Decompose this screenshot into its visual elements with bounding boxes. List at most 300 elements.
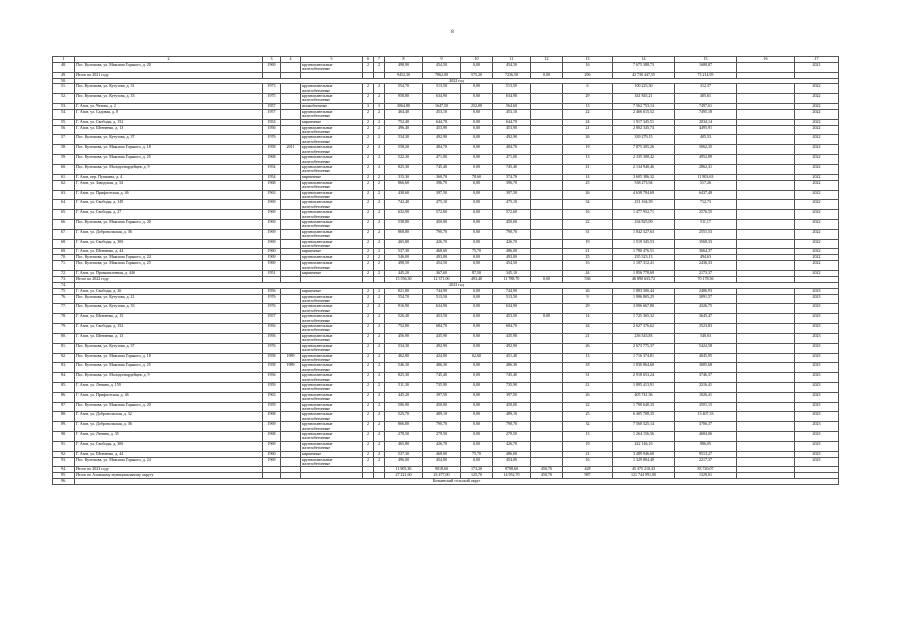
table-cell: 445,20 <box>385 392 423 402</box>
table-cell: 632,90 <box>385 210 423 220</box>
table-cell: 2023 <box>795 288 839 294</box>
table-cell: 0,00 <box>461 324 493 334</box>
table-cell <box>531 392 563 402</box>
table-cell: 16 <box>563 63 613 73</box>
table-cell: 2022 <box>795 119 839 125</box>
table-row <box>53 343 839 353</box>
table-cell: 1969 <box>263 441 281 451</box>
table-cell: 367,60 <box>423 271 461 277</box>
table-cell: 454,50 <box>493 63 531 73</box>
table-cell: 4952,89 <box>675 155 737 165</box>
table-cell: 92. <box>53 451 75 457</box>
table-cell: крупнопанельные железобетонные <box>301 314 363 324</box>
table-cell: 125,70 <box>461 473 493 479</box>
table-cell: 2 <box>363 402 374 412</box>
table-cell: 360,70 <box>423 174 461 180</box>
table-cell: крупнопанельные железобетонные <box>301 229 363 239</box>
table-cell: 0,00 <box>461 294 493 304</box>
table-cell: 2 <box>363 363 374 373</box>
table-cell: 58. <box>53 145 75 155</box>
table-cell: 744,90 <box>423 288 461 294</box>
table-cell: 2 <box>374 229 385 239</box>
table-cell: 31 <box>563 229 613 239</box>
table-cell: 634,90 <box>493 94 531 104</box>
table-cell: 25 <box>563 412 613 422</box>
column-number-cell: 16 <box>737 57 795 63</box>
table-cell: 513,50 <box>423 294 461 304</box>
table-cell: 1963 <box>263 392 281 402</box>
table-cell: 468,00 <box>423 451 461 457</box>
table-cell: 3645,47 <box>675 314 737 324</box>
table-cell: крупнопанельные <box>301 255 363 261</box>
table-cell: 1688,87 <box>675 63 737 73</box>
table-cell: 1969 <box>263 261 281 271</box>
table-cell: 2 <box>363 239 374 249</box>
table-cell: 735,90 <box>423 382 461 392</box>
table-cell: 234 825,09 <box>613 219 675 229</box>
table-cell: крупнопанельные железобетонные <box>301 412 363 422</box>
table-cell <box>281 392 301 402</box>
table-cell: 11 788,70 <box>493 277 531 283</box>
table-cell: 62. <box>53 180 75 190</box>
table-cell: Г. Азов, ул. Свободы, д. 30б <box>75 239 263 249</box>
table-cell: 475,10 <box>423 200 461 210</box>
table-cell: 2 <box>363 109 374 119</box>
table-cell: 2436,33 <box>675 261 737 271</box>
table-cell: 1329,01 <box>675 473 737 479</box>
row-number-cell: 74. <box>53 283 75 288</box>
table-row <box>53 109 839 119</box>
column-number-cell: 2 <box>75 57 263 63</box>
table-cell <box>531 333 563 343</box>
table-cell: Г. Азов, ул. Добровольская, д. 32 <box>75 412 263 422</box>
table-cell: 279,50 <box>423 432 461 442</box>
table-cell: 1973 <box>263 84 281 94</box>
table-cell: 2 <box>363 249 374 255</box>
table-cell: 397,50 <box>423 190 461 200</box>
table-cell: 486,30 <box>493 363 531 373</box>
table-cell: Пос. Кулешова, ул. Кутузова, д. 37 <box>75 135 263 145</box>
table-cell: кирпичные <box>301 119 363 125</box>
table-cell: 0,00 <box>461 373 493 383</box>
table-cell: 1956 <box>263 324 281 334</box>
table-cell <box>737 125 795 135</box>
table-cell: 2021 <box>795 63 839 73</box>
table-body <box>53 57 839 485</box>
table-cell: 14 952,70 <box>493 473 531 479</box>
table-cell: Пос. Кулешова, ул. Максима Горького, д. 18 <box>75 353 263 363</box>
table-cell: 454,50 <box>423 261 461 271</box>
table-cell: Г. Азов, ул. Добровольская, д. 36 <box>75 422 263 432</box>
table-cell: 100 225,30 <box>613 84 675 94</box>
table-cell: 537,30 <box>385 451 423 457</box>
table-cell: 2 <box>363 155 374 165</box>
table-row <box>53 210 839 220</box>
column-number-cell: 4 <box>281 57 301 63</box>
table-cell: 1 725 365,32 <box>613 314 675 324</box>
table-cell: 471,00 <box>493 155 531 165</box>
table-cell: 19 <box>563 239 613 249</box>
table-cell: 3091,57 <box>675 294 737 304</box>
table-cell: 493,00 <box>423 255 461 261</box>
table-cell <box>281 155 301 165</box>
table-cell: 70. <box>53 255 75 261</box>
table-cell: 7 560 325,14 <box>613 422 675 432</box>
table-cell: крупнопанельные железобетонные <box>301 200 363 210</box>
table-cell: 454,50 <box>493 261 531 271</box>
table-cell <box>531 190 563 200</box>
table-cell: 498,50 <box>385 261 423 271</box>
table-cell <box>737 324 795 334</box>
table-cell: 1958 <box>263 363 281 373</box>
table-cell: 489,10 <box>493 412 531 422</box>
table-cell: крупнопанельные железобетонные <box>301 457 363 467</box>
table-cell: Г. Азов, ул. Шевченко, д. 13 <box>75 333 263 343</box>
table-cell: 1969 <box>263 219 281 229</box>
column-number-cell: 9 <box>423 57 461 63</box>
column-number-cell: 6 <box>363 57 374 63</box>
table-cell: 1 895 413,91 <box>613 382 675 392</box>
column-number-cell: 13 <box>563 57 613 63</box>
table-cell: 2022 <box>795 164 839 174</box>
table-cell: 453,10 <box>493 109 531 119</box>
table-cell: 13 <box>563 353 613 363</box>
table-cell <box>531 422 563 432</box>
table-cell <box>737 180 795 190</box>
table-cell: 2 <box>363 255 374 261</box>
table-cell: Г. Азов, ул. Свободы, д. 152 <box>75 119 263 125</box>
table-cell: 825,30 <box>385 164 423 174</box>
table-cell: 2 <box>363 190 374 200</box>
table-cell: Пос. Кулешова, ул. Молодогвардейцев, д. 9 <box>75 373 263 383</box>
table-cell: крупнопанельные железобетонные <box>301 219 363 229</box>
table-cell: 21 <box>563 451 613 457</box>
table-cell: 453,50 <box>423 314 461 324</box>
table-cell <box>531 412 563 422</box>
table-cell: 2 <box>363 304 374 314</box>
table-cell: 450,00 <box>423 219 461 229</box>
table-cell: 84. <box>53 373 75 383</box>
table-cell: 65. <box>53 210 75 220</box>
table-cell <box>737 412 795 422</box>
table-cell: 464,40 <box>385 109 423 119</box>
table-row <box>53 239 839 249</box>
table-cell: 496,00 <box>385 457 423 467</box>
table-cell: шлакоблочные <box>301 103 363 109</box>
table-cell: 0,00 <box>461 145 493 155</box>
table-cell: 2 <box>363 333 374 343</box>
table-cell: 2 <box>363 174 374 180</box>
table-cell: 1960 <box>263 249 281 255</box>
table-cell: 554,70 <box>385 84 423 94</box>
table-cell: 76. <box>53 294 75 304</box>
table-cell: 2 <box>363 373 374 383</box>
table-cell <box>281 125 301 135</box>
table-cell: крупнопанельные железобетонные <box>301 210 363 220</box>
table-cell: Г. Азов, ул. Прифлотская, д. 46 <box>75 392 263 402</box>
table-cell: 9 <box>563 294 613 304</box>
table-cell: 0,00 <box>461 94 493 104</box>
table-cell: 1 917 345,51 <box>613 119 675 125</box>
table-cell: 2 <box>374 382 385 392</box>
table-cell: 90. <box>53 432 75 442</box>
table-cell: 22 <box>563 219 613 229</box>
table-row <box>53 155 839 165</box>
table-cell: 2022 <box>795 109 839 119</box>
table-cell: 1960 <box>263 451 281 457</box>
table-cell: 1 790 640,33 <box>613 402 675 412</box>
table-cell: 21 <box>563 333 613 343</box>
table-cell: 25 <box>563 180 613 190</box>
table-cell: крупнопанельные железобетонные <box>301 84 363 94</box>
table-cell <box>737 432 795 442</box>
table-cell: 2 <box>374 190 385 200</box>
table-cell: 634,90 <box>493 304 531 314</box>
table-cell: 21 <box>563 382 613 392</box>
table-cell: 21 <box>563 125 613 135</box>
table-cell: 1976 <box>263 343 281 353</box>
table-cell: крупнопанельные железобетонные <box>301 109 363 119</box>
table-cell: 45 375 210,43 <box>613 467 675 473</box>
table-cell: 16 <box>563 261 613 271</box>
table-cell: 4326,75 <box>675 304 737 314</box>
table-cell: 435,90 <box>493 333 531 343</box>
table-cell: 2 <box>363 63 374 73</box>
table-cell: 492,90 <box>493 343 531 353</box>
table-cell: 2023 <box>795 457 839 467</box>
table-cell: 575,20 <box>461 72 493 78</box>
table-cell: 752,40 <box>385 119 423 125</box>
table-cell: 2022 <box>795 155 839 165</box>
table-cell: 486,00 <box>493 249 531 255</box>
table-cell <box>281 135 301 145</box>
table-cell: Итого по 2023 году <box>75 467 263 473</box>
table-cell: 2 <box>374 441 385 451</box>
table-cell: 634,90 <box>423 94 461 104</box>
table-cell: 0,00 <box>461 63 493 73</box>
table-cell: 684,70 <box>493 324 531 334</box>
table-cell: 70 178,56 <box>675 277 737 283</box>
table-cell <box>281 382 301 392</box>
table-cell: 684,70 <box>423 324 461 334</box>
table-cell: Г. Азов, ул. Шевченко, д. 44 <box>75 451 263 457</box>
table-cell: 16 <box>563 210 613 220</box>
table-cell: 339 279,15 <box>613 135 675 145</box>
table-cell: 2 <box>374 135 385 145</box>
table-row <box>53 373 839 383</box>
table-cell: 2023 <box>795 412 839 422</box>
table-cell: Пос. Кулешова, ул. Молодогвардейцев, д. 9 <box>75 164 263 174</box>
table-cell <box>531 135 563 145</box>
table-cell: 2 <box>374 324 385 334</box>
table-cell: 1 716 374,81 <box>613 353 675 363</box>
table-row <box>53 422 839 432</box>
table-cell <box>737 94 795 104</box>
table-cell: 428 <box>563 467 613 473</box>
table-cell: 11 803,63 <box>675 174 737 180</box>
table-cell: Г. Азов, ул. Шевченко, д. 13 <box>75 125 263 135</box>
table-cell: 0,00 <box>461 412 493 422</box>
table-cell: 21 <box>563 249 613 255</box>
table-cell: 2 <box>363 343 374 353</box>
table-cell: 52. <box>53 94 75 104</box>
table-cell: 2023 <box>795 373 839 383</box>
table-cell: 2 <box>374 155 385 165</box>
table-cell: 1989 <box>281 363 301 373</box>
table-cell: 78. <box>53 314 75 324</box>
table-cell: 435,90 <box>423 333 461 343</box>
table-row <box>53 382 839 392</box>
column-number-cell: 8 <box>385 57 423 63</box>
table-cell: 2 <box>374 174 385 180</box>
table-cell <box>531 343 563 353</box>
table-cell: 32 <box>563 422 613 432</box>
table-cell <box>531 109 563 119</box>
table-cell: 2022 <box>795 135 839 145</box>
table-cell: 2 918 653,24 <box>613 373 675 383</box>
table-cell: 484,70 <box>493 145 531 155</box>
table-cell: 0,00 <box>461 392 493 402</box>
table-cell: Г. Азов, ул. Прифлотская, д. 46 <box>75 190 263 200</box>
table-cell: 2 <box>363 210 374 220</box>
table-cell: 374,70 <box>493 174 531 180</box>
table-cell <box>737 441 795 451</box>
table-cell: 173,20 <box>461 467 493 473</box>
table-cell: 493,00 <box>493 255 531 261</box>
table-cell: Итого по 2021 году <box>75 72 263 78</box>
section-title-cell: 2022 год <box>75 78 839 83</box>
table-cell: 231 164,39 <box>613 200 675 210</box>
table-cell <box>737 333 795 343</box>
table-cell: Пос. Кулешова, ул. Кутузова, д. 21 <box>75 294 263 304</box>
column-number-cell: 14 <box>613 57 675 63</box>
table-cell <box>531 219 563 229</box>
table-cell: 3 <box>363 103 374 109</box>
table-cell: Г. Азов, ул. Садовая, д. 8 <box>75 109 263 119</box>
table-cell <box>737 314 795 324</box>
table-cell: 312,37 <box>675 84 737 94</box>
table-cell: 2 <box>374 314 385 324</box>
table-cell: 0,00 <box>461 125 493 135</box>
table-row <box>53 412 839 422</box>
table-cell: 1969 <box>263 239 281 249</box>
table-cell: 0,00 <box>461 432 493 442</box>
table-cell: 16 <box>563 457 613 467</box>
table-cell: 2023 <box>795 343 839 353</box>
table-cell: 4684,06 <box>675 432 737 442</box>
table-cell <box>281 219 301 229</box>
table-cell: 438,60 <box>385 190 423 200</box>
table-cell: 2023 <box>795 353 839 363</box>
table-cell: крупнопанельные железобетонные <box>301 363 363 373</box>
table-cell: 2 <box>374 294 385 304</box>
table-cell: 2 <box>374 164 385 174</box>
table-cell: 494,63 <box>675 255 737 261</box>
table-cell: 1969 <box>263 229 281 239</box>
table-cell: кирпичные <box>301 249 363 255</box>
table-cell: 2 <box>374 412 385 422</box>
table-cell: 396,70 <box>493 180 531 190</box>
table-cell: 735,90 <box>493 382 531 392</box>
table-cell: 2023 <box>795 382 839 392</box>
table-cell <box>737 229 795 239</box>
table-cell: 546,30 <box>385 363 423 373</box>
table-cell: 0,00 <box>461 190 493 200</box>
table-cell: 572,60 <box>423 210 461 220</box>
table-cell: 29 <box>563 304 613 314</box>
table-cell: 790,70 <box>493 229 531 239</box>
table-cell: 42 730 447,55 <box>613 72 675 78</box>
table-cell: 89. <box>53 422 75 432</box>
table-cell: 63. <box>53 190 75 200</box>
table-cell <box>531 200 563 210</box>
table-cell: 24 <box>563 324 613 334</box>
table-cell <box>737 135 795 145</box>
table-cell <box>737 304 795 314</box>
column-number-cell: 7 <box>374 57 385 63</box>
table-cell: 2 <box>374 119 385 125</box>
table-cell: 0,00 <box>461 200 493 210</box>
table-cell <box>281 333 301 343</box>
table-cell: 2 <box>363 135 374 145</box>
table-cell: 2 <box>374 239 385 249</box>
table-cell: 3568,33 <box>675 239 737 249</box>
table-cell: 5062,35 <box>675 145 737 155</box>
table-cell: 537,30 <box>385 249 423 255</box>
table-cell: 525,70 <box>385 412 423 422</box>
table-cell: 93. <box>53 457 75 467</box>
table-cell: 1 842 327,63 <box>613 229 675 239</box>
table-cell: 538,80 <box>385 219 423 229</box>
table-cell: 296 <box>563 72 613 78</box>
table-cell: 2217,37 <box>675 457 737 467</box>
table-cell: 73 214,95 <box>675 72 737 78</box>
table-cell: 534,30 <box>385 343 423 353</box>
table-cell: 522,30 <box>385 155 423 165</box>
table-cell: 2 <box>374 271 385 277</box>
table-cell: 73. <box>53 277 75 283</box>
table-cell: 2 <box>374 200 385 210</box>
table-cell: 2022 <box>795 229 839 239</box>
table-cell: 2022 <box>795 219 839 229</box>
table-cell: Пос. Кулешова, ул. Максима Горького, д. 24 <box>75 457 263 467</box>
table-cell: 2 <box>374 180 385 190</box>
table-cell: 0,00 <box>461 261 493 271</box>
table-cell: 492,90 <box>493 135 531 145</box>
table-cell: 4495,91 <box>675 125 737 135</box>
table-cell <box>281 200 301 210</box>
table-cell: 986,05 <box>675 441 737 451</box>
table-row <box>53 432 839 442</box>
table-cell: 1957 <box>263 103 281 109</box>
table-cell: кирпичные <box>301 451 363 457</box>
table-cell: 0,00 <box>461 314 493 324</box>
table-cell: 454,50 <box>423 63 461 73</box>
table-cell: 2 <box>374 363 385 373</box>
table-cell: крупнопанельные железобетонные <box>301 373 363 383</box>
table-cell: 2022 <box>795 94 839 104</box>
table-cell: крупнопанельные железобетонные <box>301 125 363 135</box>
table-cell: 2 <box>363 392 374 402</box>
table-cell: 2 <box>363 164 374 174</box>
table-cell: 453,90 <box>493 125 531 135</box>
table-cell: 790,70 <box>423 229 461 239</box>
table-cell: 866,60 <box>385 180 423 190</box>
table-row <box>53 135 839 145</box>
table-cell: Итого по 2022 году <box>75 277 263 283</box>
table-cell: 2 <box>374 145 385 155</box>
table-cell: 2 <box>374 210 385 220</box>
